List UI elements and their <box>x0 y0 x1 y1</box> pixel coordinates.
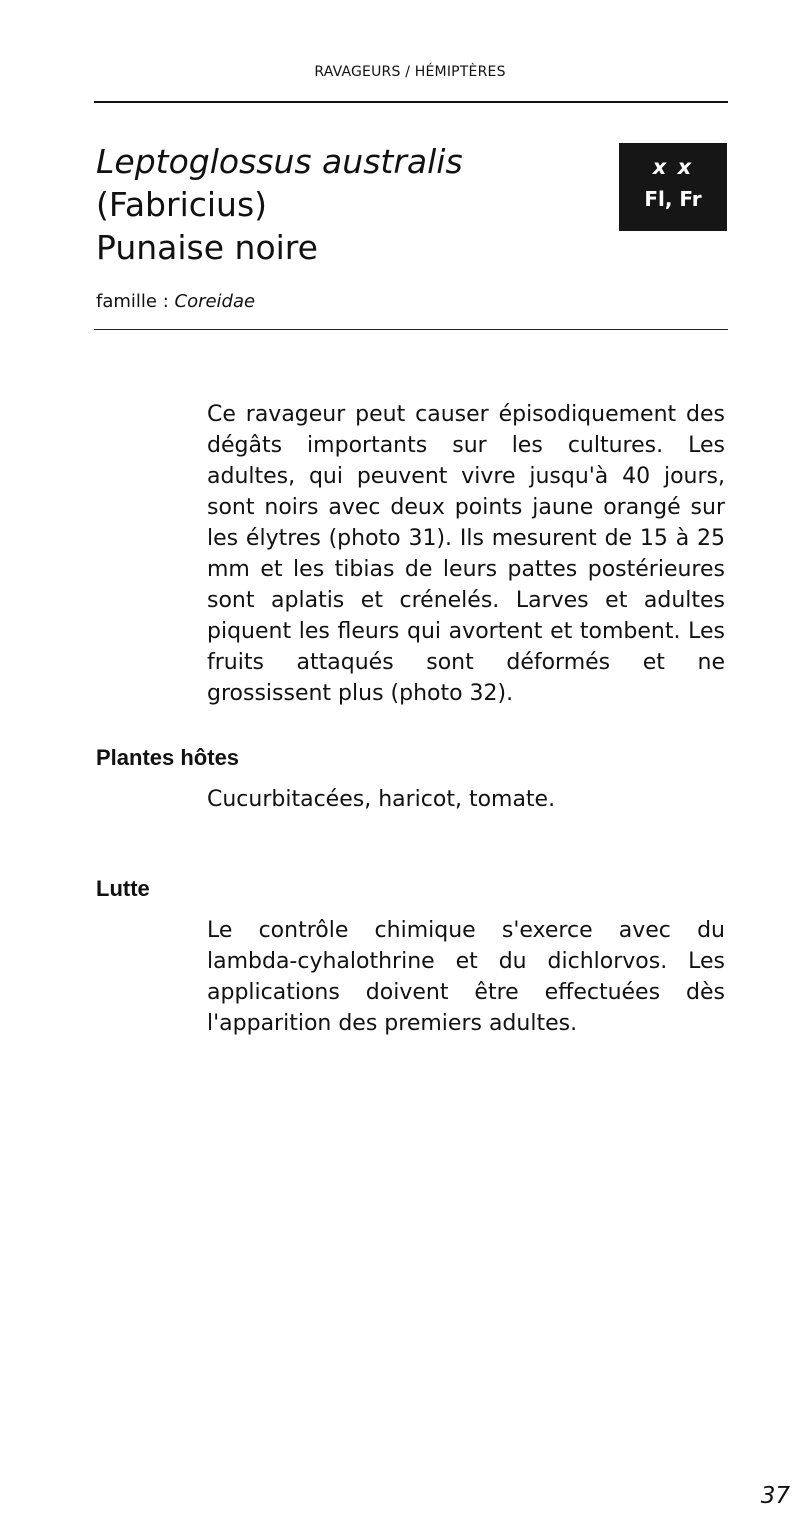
control-text: Le contrôle chimique s'exerce avec du lambda-cyhalothrine et du dichlorvos. Les applications doivent être effectuées dès l'apparition des premiers adultes. <box>207 918 725 1036</box>
species-author: (Fabricius) <box>96 185 268 224</box>
section-rule <box>94 329 728 330</box>
severity-marks: x x <box>652 155 694 179</box>
severity-badge <box>619 143 727 231</box>
header-rule <box>94 101 728 103</box>
description-paragraph: Ce ravageur peut causer épisodiquement des dégâts importants sur les cultures. Les adultes, qui peuvent vivre jusqu'à 40 jours, sont noirs avec deux points jaune orangé sur les élytres (photo 31). Ils mesurent de 15 à 25 mm et les tibias de leurs pattes postérieures sont aplatis et crénelés. Larves et adultes piquent les fleurs qui avortent et tombent. Les fruits attaqués sont déformés et ne grossissent plus (photo 32). <box>207 402 725 706</box>
control-heading: Lutte <box>96 876 150 901</box>
species-title <box>96 140 596 269</box>
page-number: 37 <box>760 1483 790 1509</box>
family-line <box>96 291 255 312</box>
family-name: Coreidae <box>174 291 256 312</box>
affected-organs: Fl, Fr <box>644 187 702 211</box>
host-plants-heading: Plantes hôtes <box>96 745 240 770</box>
family-label: famille : <box>96 291 175 312</box>
running-head: RAVAGEURS / HÉMIPTÈRES <box>314 64 506 80</box>
common-name: Punaise noire <box>96 228 318 267</box>
scientific-name: Leptoglossus australis <box>96 142 463 181</box>
host-plants-text: Cucurbitacées, haricot, tomate. <box>207 787 556 812</box>
